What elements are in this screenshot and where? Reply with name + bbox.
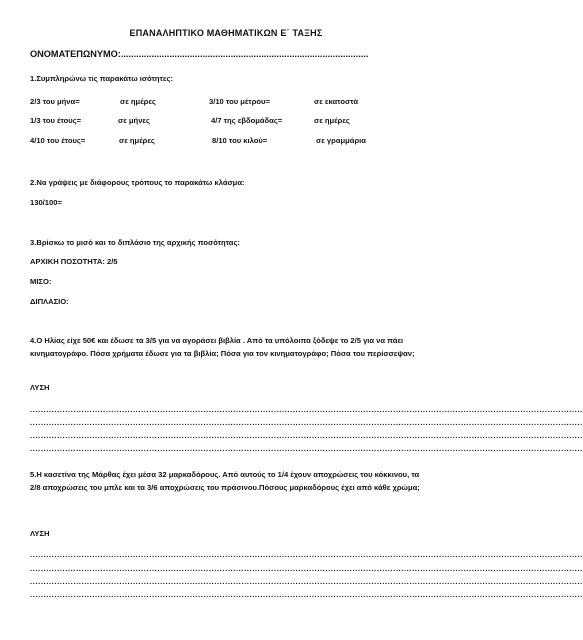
question-4-answer-line-2: ............................................................................................................................................................................................................ <box>30 418 583 427</box>
question-4-text: 4.Ο Ηλίας είχε 50€ και έδωσε τα 3/5 για να αγοράσει βιβλία . Από τα υπόλοιπα ξόδεψε το 2/5 για να πάει κινηματογράφο. Πόσα χρήματα έδωσε για τα βιβλία; Πόσα για τον κινηματογράφο; Πόσα του περίσσεψαν; <box>30 336 415 359</box>
q1-row3-unit-2: σε γραμμάρια <box>316 136 366 145</box>
q1-row3-expression-2: 8/10 του κιλού= <box>212 136 268 145</box>
question-2-heading: 2.Να γράψεις με διάφορους τρόπους το παρακάτω κλάσμα: <box>30 178 245 187</box>
q1-row3-unit-1: σε ημέρες <box>119 136 155 145</box>
q1-row1-unit-2: σε εκατοστά <box>314 97 359 106</box>
question-1-heading: 1.Συμπληρώνω τις παρακάτω ισότητες: <box>30 74 173 83</box>
q1-row2-expression-1: 1/3 του έτους= <box>30 116 82 125</box>
worksheet-title: ΕΠΑΝΑΛΗΠΤΙΚΟ ΜΑΘΗΜΑΤΙΚΩΝ Ε΄ ΤΑΞΗΣ <box>129 28 323 38</box>
question-3-half-label: ΜΙΣΟ: <box>30 277 52 286</box>
question-5-answer-line-4: ............................................................................................................................................................................................................ <box>30 590 583 599</box>
student-name-line: ΟΝΟΜΑΤΕΠΩΝΥΜΟ:................................................................................................. <box>30 49 369 59</box>
q1-row2-expression-2: 4/7 της εβδομάδας= <box>211 116 283 125</box>
question-5-answer-line-1: ............................................................................................................................................................................................................ <box>30 550 583 559</box>
question-4-answer-line-3: ............................................................................................................................................................................................................ <box>30 431 583 440</box>
question-4-solution-label: ΛΥΣΗ <box>30 383 50 392</box>
q1-row1-expression-2: 3/10 του μέτρου= <box>209 97 270 106</box>
q1-row3-expression-1: 4/10 του έτους= <box>30 136 86 145</box>
question-4-answer-line-4: ............................................................................................................................................................................................................ <box>30 444 583 453</box>
question-5-answer-line-3: ............................................................................................................................................................................................................ <box>30 577 583 586</box>
q1-row1-unit-1: σε ημέρες <box>120 97 156 106</box>
question-4-answer-line-1: ............................................................................................................................................................................................................ <box>30 405 583 414</box>
question-5-text: 5.Η κασετίνα της Μάρθας έχει μέσα 32 μαρκαδόρους. Από αυτούς το 1/4 έχουν αποχρώσεις του κόκκινου, τα 2/8 αποχρώσεις του μπλε και τα 3/6 αποχρώσεις του πράσινου.Πόσους μαρκαδόρους έχει από κάθε χρώμα; <box>30 470 420 493</box>
question-3-heading: 3.Βρίσκω το μισό και το διπλάσιο της αρχικής ποσότητας: <box>30 238 240 247</box>
question-5-answer-line-2: ............................................................................................................................................................................................................ <box>30 564 583 573</box>
question-3-initial-quantity: ΑΡΧΙΚΗ ΠΟΣΟΤΗΤΑ: 2/5 <box>30 257 118 266</box>
question-5-solution-label: ΛΥΣΗ <box>30 529 50 538</box>
q1-row2-unit-1: σε μήνες <box>118 116 150 125</box>
question-2-fraction: 130/100= <box>30 198 62 207</box>
q1-row1-expression-1: 2/3 του μήνα= <box>30 97 80 106</box>
q1-row2-unit-2: σε ημέρες <box>314 116 350 125</box>
question-3-double-label: ΔΙΠΛΑΣΙΟ: <box>30 297 69 306</box>
